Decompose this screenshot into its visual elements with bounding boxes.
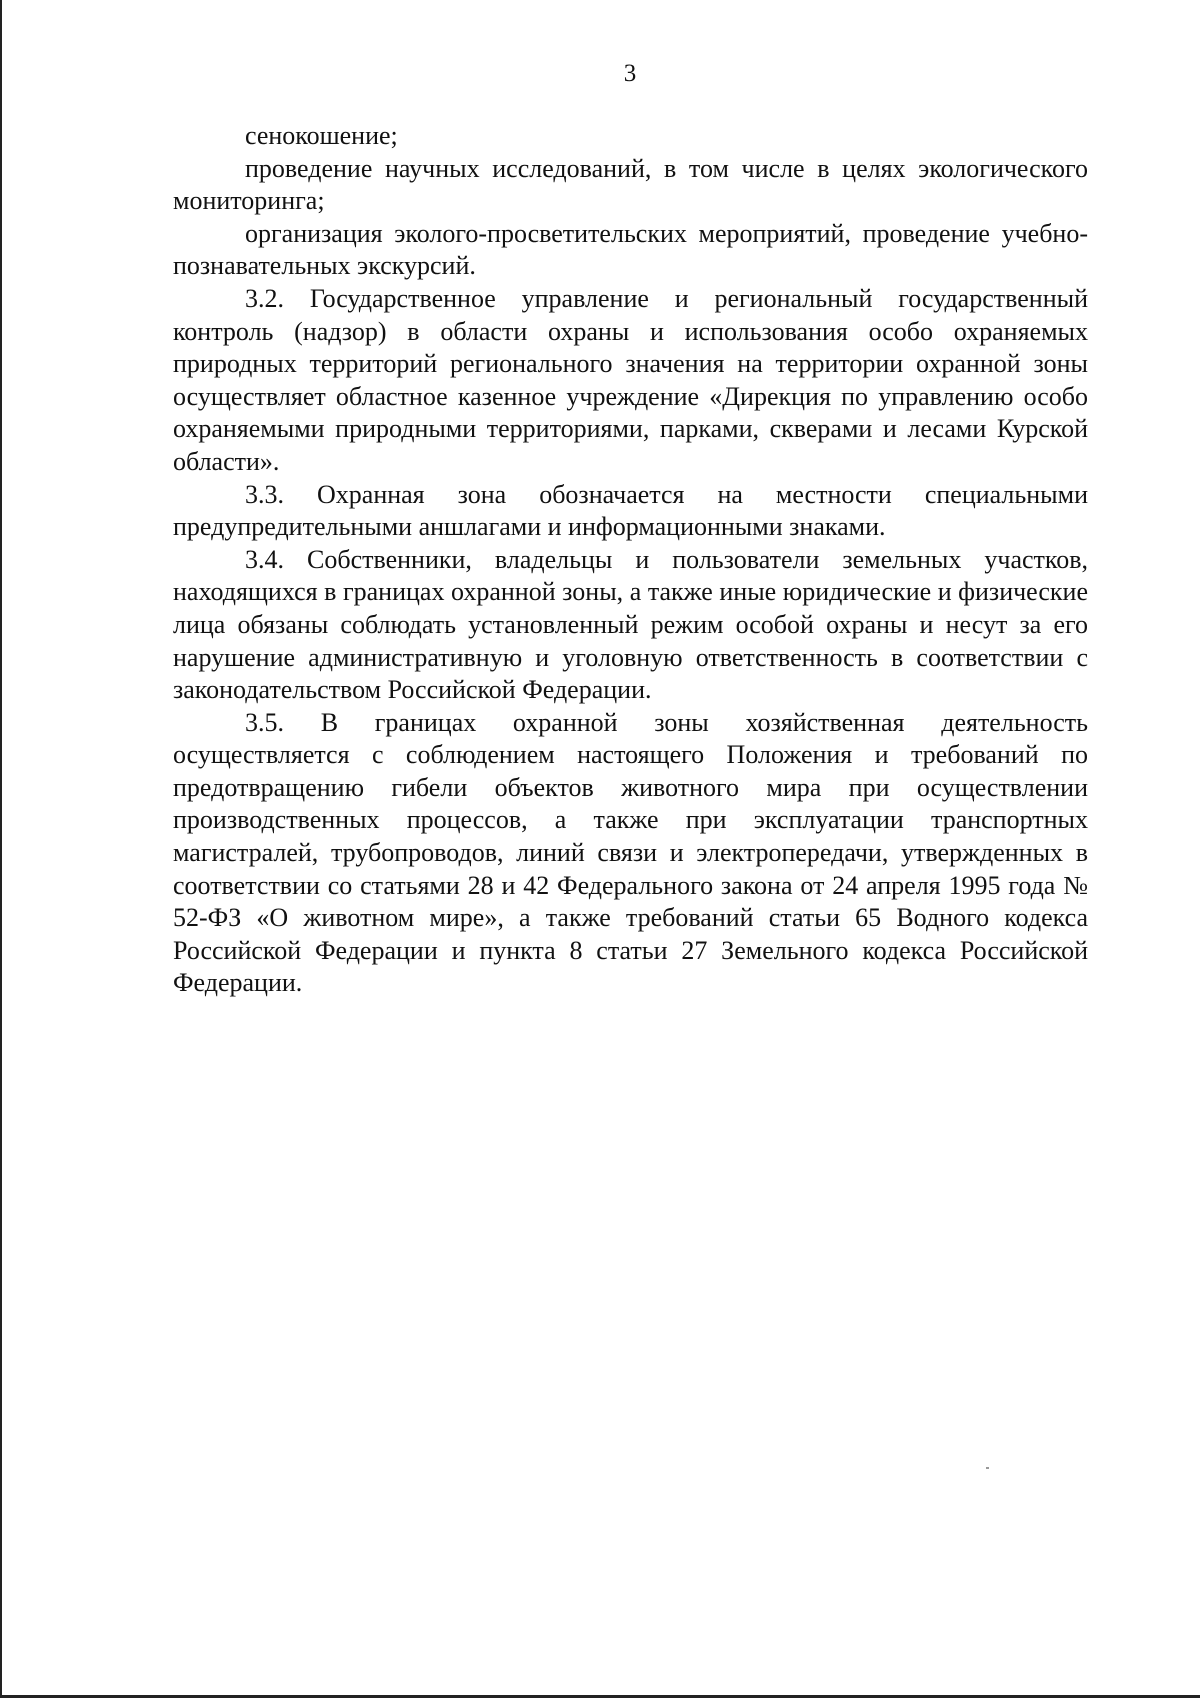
paragraph-research: проведение научных исследований, в том числе в целях экологического мониторинга; <box>173 153 1088 216</box>
scan-edge-left <box>0 0 2 1698</box>
paragraph-3-4: 3.4. Собственники, владельцы и пользователи земельных участков, находящихся в границах охранной зоны, а также иные юридические и физические лица обязаны соблюдать установленный режим особой охраны и несут за его нарушение административную и уголовную ответственность в соответствии с законодательством Российской Федерации. <box>173 544 1088 705</box>
paragraph-3-2: 3.2. Государственное управление и региональный государственный контроль (надзор) в области охраны и использования особо охраняемых природных территорий регионального значения на территории охранной зоны осуществляет областное казенное учреждение «Дирекция по управлению особо охраняемыми природными территориями, парками, скверами и лесами Курской области». <box>173 283 1088 476</box>
page-number: 3 <box>623 60 637 87</box>
paragraph-eco-education: организация эколого-просветительских мероприятий, проведение учебно-познавательных экскурсий. <box>173 218 1088 281</box>
paragraph-3-3: 3.3. Охранная зона обозначается на местности специальными предупредительными аншлагами и информационными знаками. <box>173 479 1088 542</box>
document-body <box>173 120 1088 1000</box>
scan-speck <box>986 1467 989 1469</box>
paragraph-haymaking: сенокошение; <box>245 121 398 150</box>
paragraph-3-5: 3.5. В границах охранной зоны хозяйственная деятельность осуществляется с соблюдением настоящего Положения и требований по предотвращению гибели объектов животного мира при осуществлении производственных процессов, а также при эксплуатации транспортных магистралей, трубопроводов, линий связи и электропередачи, утвержденных в соответствии со статьями 28 и 42 Федерального закона от 24 апреля 1995 года № 52-ФЗ «О животном мире», а также требований статьи 65 Водного кодекса Российской Федерации и пункта 8 статьи 27 Земельного кодекса Российской Федерации. <box>173 707 1088 998</box>
